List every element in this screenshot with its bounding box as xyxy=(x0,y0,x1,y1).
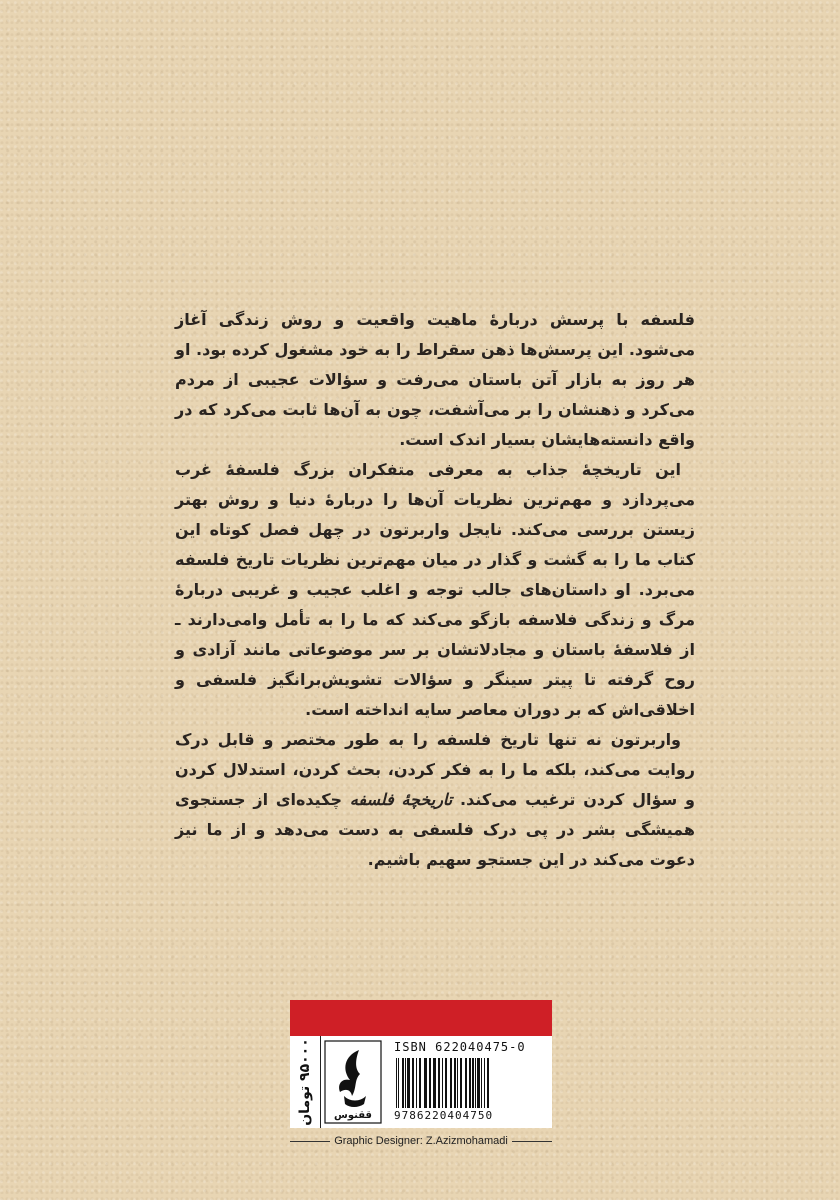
barcode-bar xyxy=(484,1058,485,1108)
price-text: ۹۵۰۰۰ تومان xyxy=(297,1038,313,1126)
barcode-bar xyxy=(407,1058,410,1108)
barcode-bar xyxy=(405,1058,406,1108)
paragraph-3-start: واربرتون نه تنها تاریخ فلسفه را به طور مختصر و قابل درک روایت می‌کند، بلکه ما را به فکر کردن، بحث کردن، استدلال کردن و سؤال کردن ترغیب می‌کند. xyxy=(175,730,695,809)
barcode-bar xyxy=(438,1058,440,1108)
barcode-bar xyxy=(460,1058,462,1108)
barcode-bar xyxy=(477,1058,480,1108)
barcode-bar xyxy=(475,1058,476,1108)
barcode-bar xyxy=(416,1058,417,1108)
blurb-paragraph-2: این تاریخچهٔ جذاب به معرفی متفکران بزرگ فلسفهٔ غرب می‌پردازد و مهم‌ترین نظریات آن‌ها را دربارهٔ دنیا و روش بهتر زیستن بررسی می‌کند. نایجل واربرتون در چهل فصل کوتاه این کتاب ما را به گشت و گذار در میان مهم‌ترین نظریات تاریخ فلسفه می‌برد. او داستان‌های جالب توجه و اغلب عجیب و غریبی دربارهٔ مرگ و زندگی فلاسفه بازگو می‌کند که ما را به تأمل وامی‌دارند ـ از فلاسفهٔ باستان و مجادلاتشان بر سر موضوعاتی مانند آزادی و روح گرفته تا پیتر سینگر و سؤالات تشویش‌برانگیز فلسفی و اخلاقی‌اش که بر دوران معاصر سایه انداخته است. xyxy=(175,460,695,719)
barcode-bar xyxy=(469,1058,471,1108)
publisher-logo xyxy=(324,1040,382,1124)
book-title-inline: تاریخچهٔ فلسفه xyxy=(349,790,453,809)
barcode-bar xyxy=(472,1058,474,1108)
barcode-bar xyxy=(445,1058,447,1108)
designer-credit-text: Graphic Designer: Z.Azizmohamadi xyxy=(334,1135,508,1147)
barcode-bar xyxy=(419,1058,421,1108)
barcode-bar xyxy=(429,1058,431,1108)
credit-rule-right xyxy=(512,1141,552,1142)
publisher-logo-text: ققنوس xyxy=(334,1110,372,1121)
phoenix-logo-icon xyxy=(324,1040,382,1124)
barcode-digits: 9786220404750 xyxy=(394,1109,494,1122)
barcode-bar xyxy=(424,1058,427,1108)
barcode-bar xyxy=(487,1058,489,1108)
barcode-bar xyxy=(412,1058,414,1108)
barcode-bar xyxy=(481,1058,482,1108)
barcode-bar xyxy=(450,1058,452,1108)
red-band xyxy=(290,1000,552,1036)
blurb-text xyxy=(175,305,695,875)
barcode-panel xyxy=(290,1000,552,1128)
barcode-bar xyxy=(396,1058,397,1108)
price-label xyxy=(290,1036,321,1128)
barcode-bar xyxy=(442,1058,443,1108)
barcode-icon xyxy=(394,1058,544,1108)
isbn-label: ISBN 622040475-0 xyxy=(394,1040,526,1054)
blurb-paragraph-3 xyxy=(175,725,695,875)
barcode-bar xyxy=(402,1058,404,1108)
barcode-bar xyxy=(398,1058,399,1108)
barcode-bar xyxy=(465,1058,467,1108)
designer-credit xyxy=(290,1133,552,1149)
blurb-paragraph-1: فلسفه با پرسش دربارهٔ ماهیت واقعیت و روش زندگی آغاز می‌شود. این پرسش‌ها ذهن سقراط را به خود مشغول کرده بود. او هر روز به بازار آتن باستان می‌رفت و سؤالات عجیبی از مردم می‌کرد و ذهنشان را بر می‌آشفت، چون به آن‌ها ثابت می‌کرد که در واقع دانسته‌هایشان بسیار اندک است. xyxy=(175,310,695,449)
barcode-bar xyxy=(457,1058,458,1108)
paragraph-3-end: چکیده‌ای از جستجوی همیشگی بشر در پی درک فلسفی به دست می‌دهد و از ما نیز دعوت می‌کند در این جستجو سهیم باشیم. xyxy=(175,790,695,869)
credit-rule-left xyxy=(290,1141,330,1142)
barcode-bar xyxy=(454,1058,456,1108)
barcode-bar xyxy=(433,1058,436,1108)
